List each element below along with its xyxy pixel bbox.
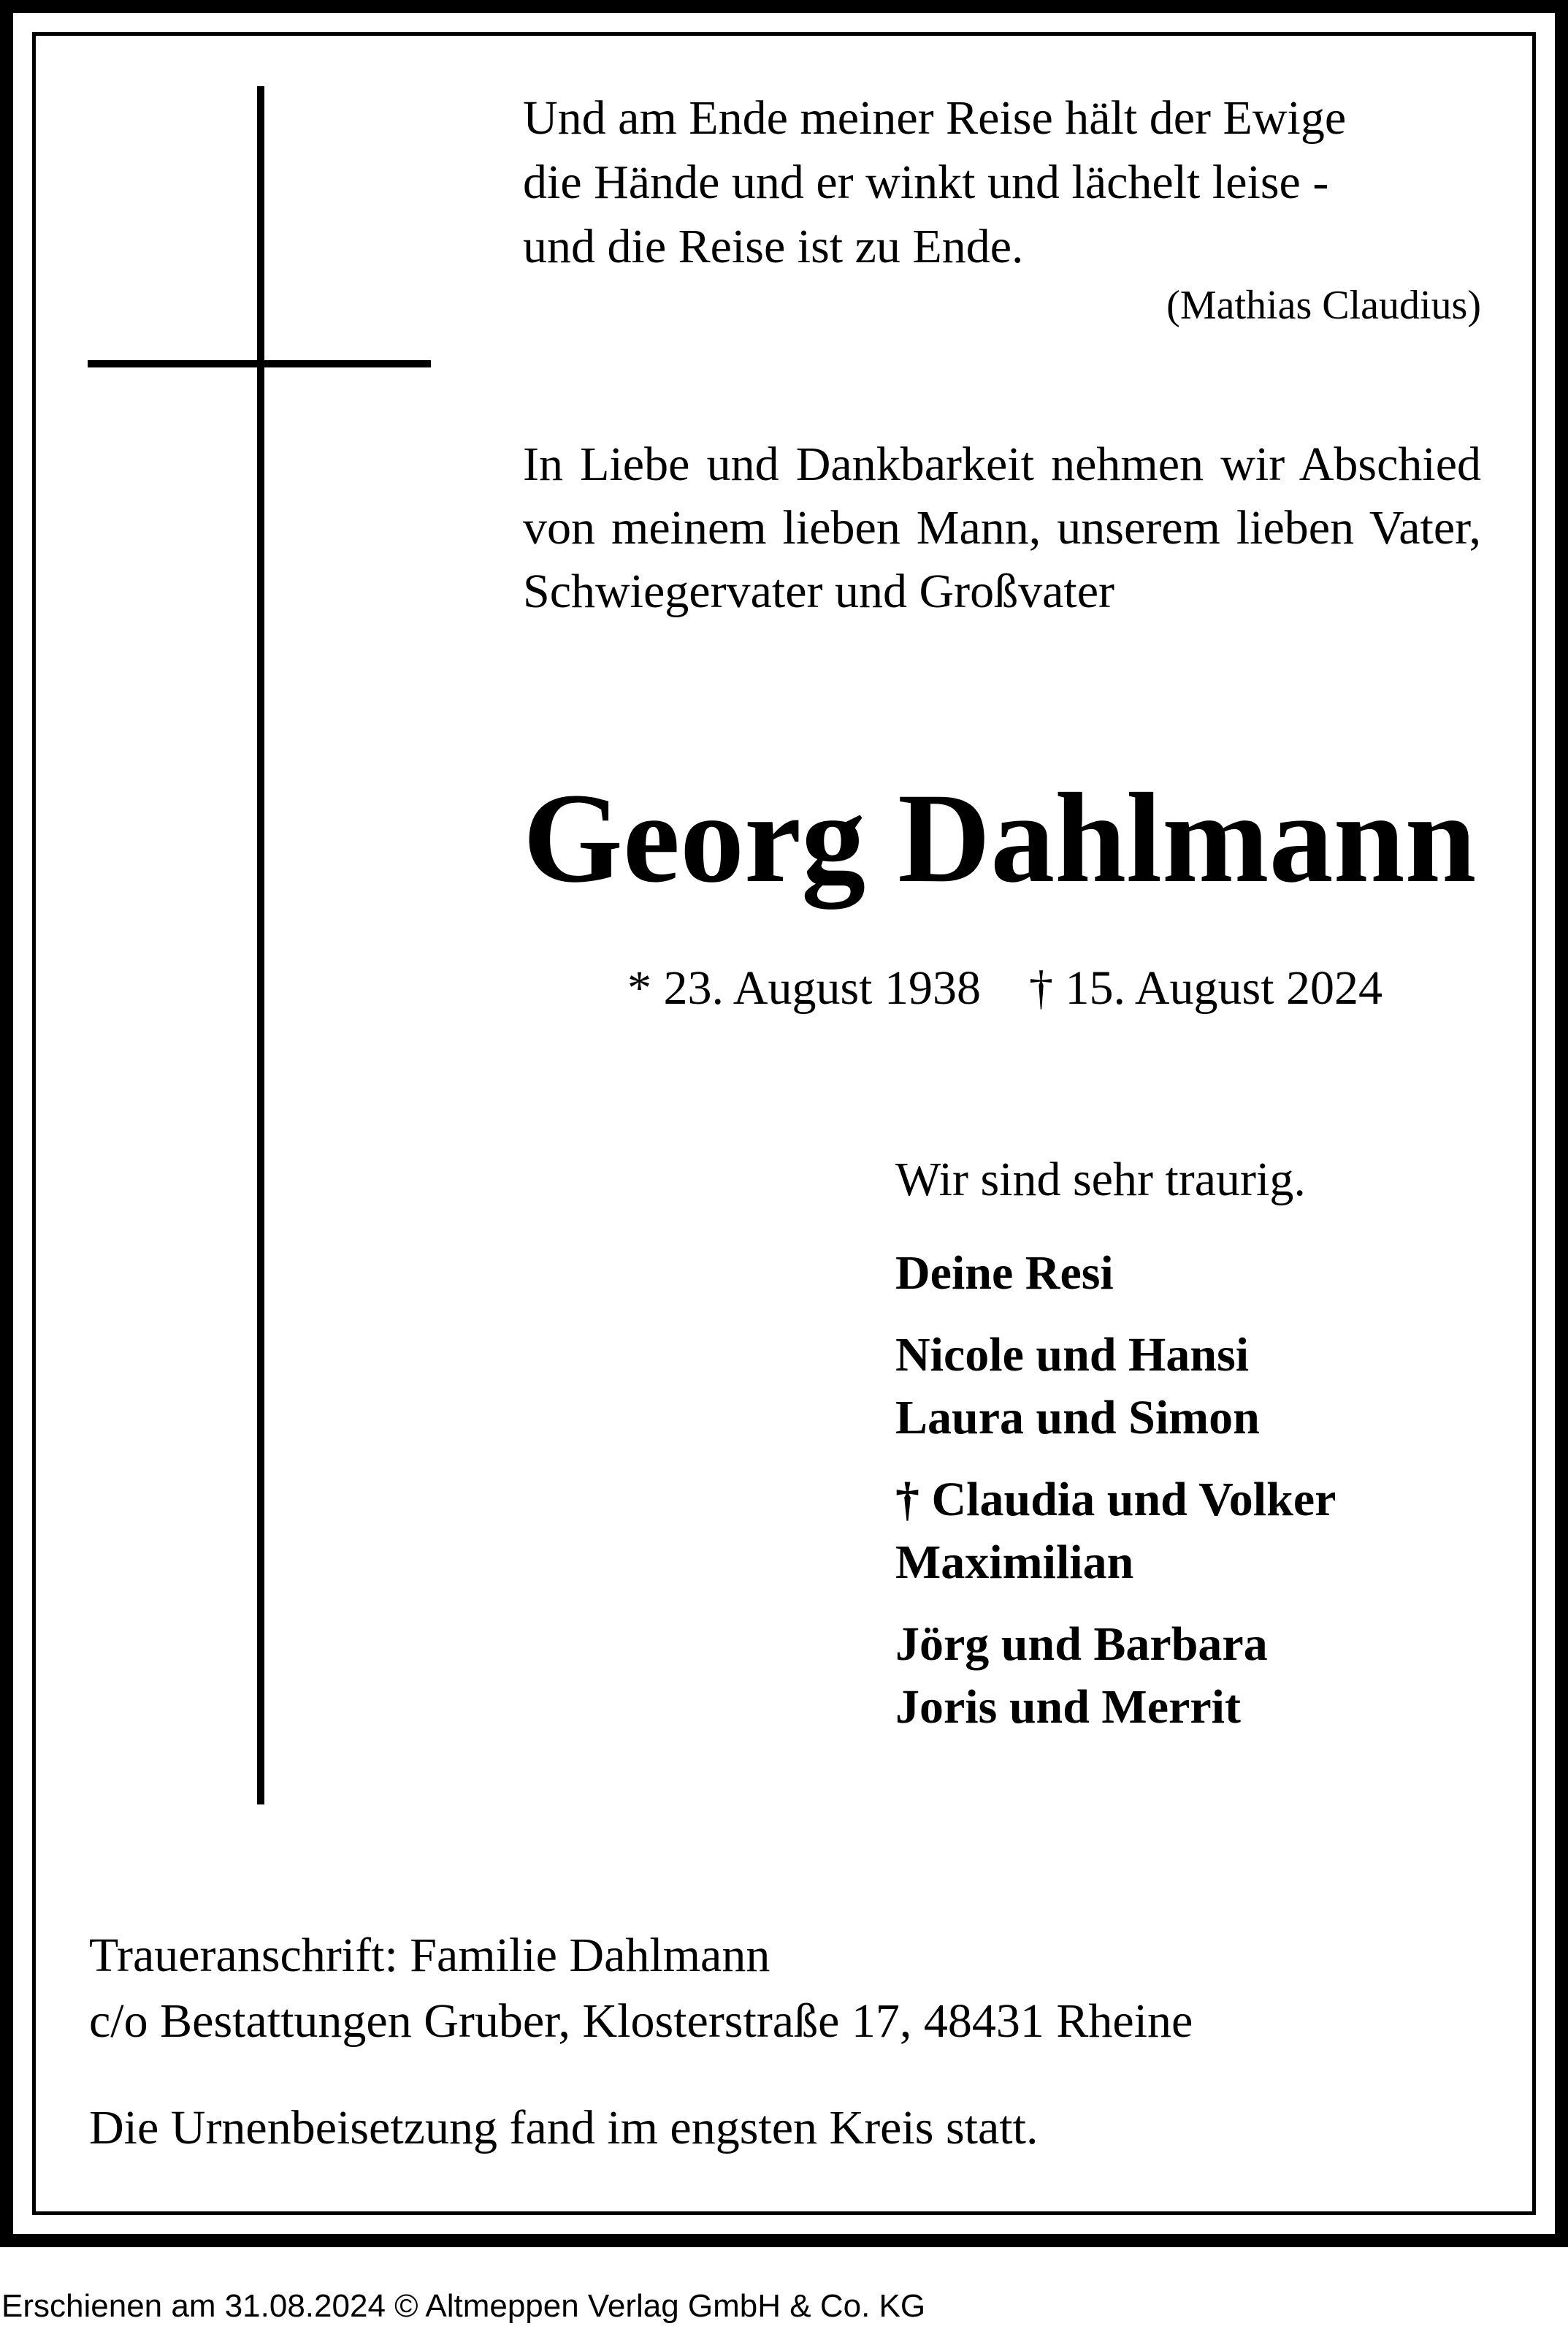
mourner-name: Joris und Merrit <box>895 1680 1241 1734</box>
address-line: c/o Bestattungen Gruber, Klosterstraße 17, 48431 Rheine <box>89 1994 1193 2048</box>
quote-line: Und am Ende meiner Reise hält der Ewige <box>523 91 1347 145</box>
mourner-name: Laura und Simon <box>895 1391 1260 1444</box>
mourner-group <box>895 1613 1494 1739</box>
address-line: Traueranschrift: Familie Dahlmann <box>89 1929 770 1982</box>
mourner-group <box>895 1324 1494 1449</box>
quote-block <box>523 86 1481 332</box>
mourner-name: Nicole und Hansi <box>895 1328 1250 1381</box>
deceased-name: Georg Dahlmann <box>523 767 1477 910</box>
mourner-group <box>895 1468 1494 1594</box>
quote-line: und die Reise ist zu Ende. <box>523 220 1024 273</box>
quote-line: die Hände und er winkt und lächelt leise - <box>523 156 1329 209</box>
mourner-name: Maximilian <box>895 1536 1134 1589</box>
mourner-name: Jörg und Barbara <box>895 1617 1268 1671</box>
mourning-address <box>89 1923 1513 2054</box>
life-dates: * 23. August 1938 † 15. August 2024 <box>627 961 1383 1015</box>
mourners-block <box>895 1147 1494 1758</box>
cross-icon-horizontal-beam <box>88 360 431 367</box>
mourner-name: † Claudia und Volker <box>895 1473 1336 1526</box>
burial-note: Die Urnenbeisetzung fand im engsten Kreis statt. <box>89 2101 1039 2154</box>
farewell-text: In Liebe und Dankbarkeit nehmen wir Abschied von meinem lieben Mann, unserem lieben Vater, Schwiegervater und Großvater <box>523 438 1481 618</box>
cross-icon-vertical-beam <box>257 86 264 1804</box>
mourner-group <box>895 1242 1494 1305</box>
publication-footer: Erschienen am 31.08.2024 © Altmeppen Verlag GmbH & Co. KG <box>1 2288 926 2324</box>
mourner-name: Deine Resi <box>895 1246 1114 1300</box>
mourners-intro: Wir sind sehr traurig. <box>895 1153 1306 1206</box>
quote-author: (Mathias Claudius) <box>1166 283 1481 328</box>
